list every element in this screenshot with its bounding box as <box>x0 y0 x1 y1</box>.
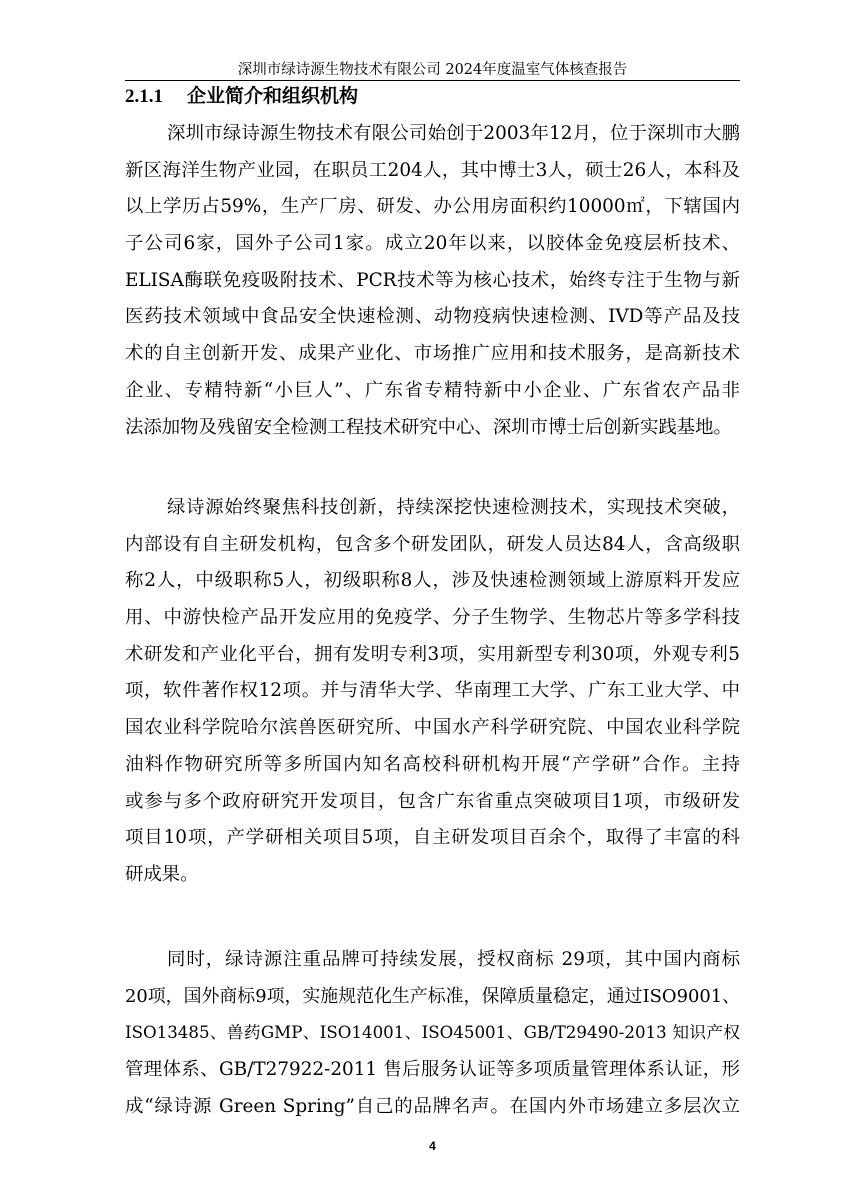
paragraph-line: 研成果。 <box>125 863 199 885</box>
paragraph-line: 油料作物研究所等多所国内知名高校科研机构开展“产学研”合作。主持 <box>125 753 740 775</box>
paragraph-line: 或参与多个政府研究开发项目，包含广东省重点突破项目1项，市级研发 <box>125 790 740 812</box>
paragraph-line: 子公司6家，国外子公司1家。成立20年以来，以胶体金免疫层析技术、 <box>125 233 740 255</box>
paragraph-line: 医药技术领域中食品安全快速检测、动物疫病快速检测、IVD等产品及技 <box>125 306 740 328</box>
paragraph-line: ELISA酶联免疫吸附技术、PCR技术等为核心技术，始终专注于生物与新 <box>125 269 740 291</box>
running-header: 深圳市绿诗源生物技术有限公司 2024年度温室气体核查报告 <box>237 62 628 78</box>
paragraph-brand <box>125 942 740 1125</box>
paragraph-line: 新区海洋生物产业园，在职员工204人，其中博士3人，硕士26人，本科及 <box>125 159 740 181</box>
paragraph-line: 绿诗源始终聚焦科技创新，持续深挖快速检测技术，实现技术突破， <box>167 497 740 518</box>
paragraph-line: 称2人，中级职称5人，初级职称8人，涉及快速检测领域上游原料开发应 <box>125 570 740 592</box>
paragraph-line: 内部设有自主研发机构，包含多个研发团队，研发人员达84人，含高级职 <box>125 533 740 555</box>
paragraph-line: 用、中游快检产品开发应用的免疫学、分子生物学、生物芯片等多学科技 <box>125 607 740 629</box>
page-number: 4 <box>429 1139 436 1153</box>
section-title: 企业简介和组织机构 <box>187 85 359 107</box>
paragraph-line: ISO13485、兽药GMP、ISO14001、ISO45001、GB/T29490-2013 知识产权 <box>125 1023 740 1043</box>
paragraph-line: 法添加物及残留安全检测工程技术研究中心、深圳市博士后创新实践基地。 <box>125 416 732 438</box>
paragraph-line: 以上学历占59%，生产厂房、研发、办公用房面积约10000㎡，下辖国内 <box>125 196 740 218</box>
paragraph-rnd <box>125 490 740 894</box>
paragraph-line: 深圳市绿诗源生物技术有限公司始创于2003年12月，位于深圳市大鹏 <box>167 123 740 144</box>
paragraph-line: 企业、专精特新“小巨人”、广东省专精特新中小企业、广东省农产品非 <box>125 379 740 401</box>
paragraph-line: 管理体系、GB/T27922-2011 售后服务认证等多项质量管理体系认证，形 <box>125 1059 740 1081</box>
section-number: 2.1.1 <box>125 86 163 107</box>
section-heading <box>125 84 358 109</box>
paragraph-line: 项，软件著作权12项。并与清华大学、华南理工大学、广东工业大学、中 <box>125 680 740 702</box>
paragraph-line: 同时，绿诗源注重品牌可持续发展，授权商标 29项，其中国内商标 <box>167 949 740 970</box>
paragraph-line: 术研发和产业化平台，拥有发明专利3项，实用新型专利30项，外观专利5 <box>125 643 740 665</box>
paragraph-line: 项目10项，产学研相关项目5项，自主研发项目百余个，取得了丰富的科 <box>125 827 740 849</box>
paragraph-company-intro <box>125 116 740 446</box>
paragraph-line: 国农业科学院哈尔滨兽医研究所、中国水产科学研究院、中国农业科学院 <box>125 717 740 739</box>
paragraph-line: 20项，国外商标9项，实施规范化生产标准，保障质量稳定，通过ISO9001、 <box>125 985 740 1007</box>
header-rule <box>125 80 740 81</box>
paragraph-line: 成“绿诗源 Green Spring”自己的品牌名声。在国内外市场建立多层次立 <box>125 1095 740 1117</box>
paragraph-line: 术的自主创新开发、成果产业化、市场推广应用和技术服务，是高新技术 <box>125 343 740 365</box>
